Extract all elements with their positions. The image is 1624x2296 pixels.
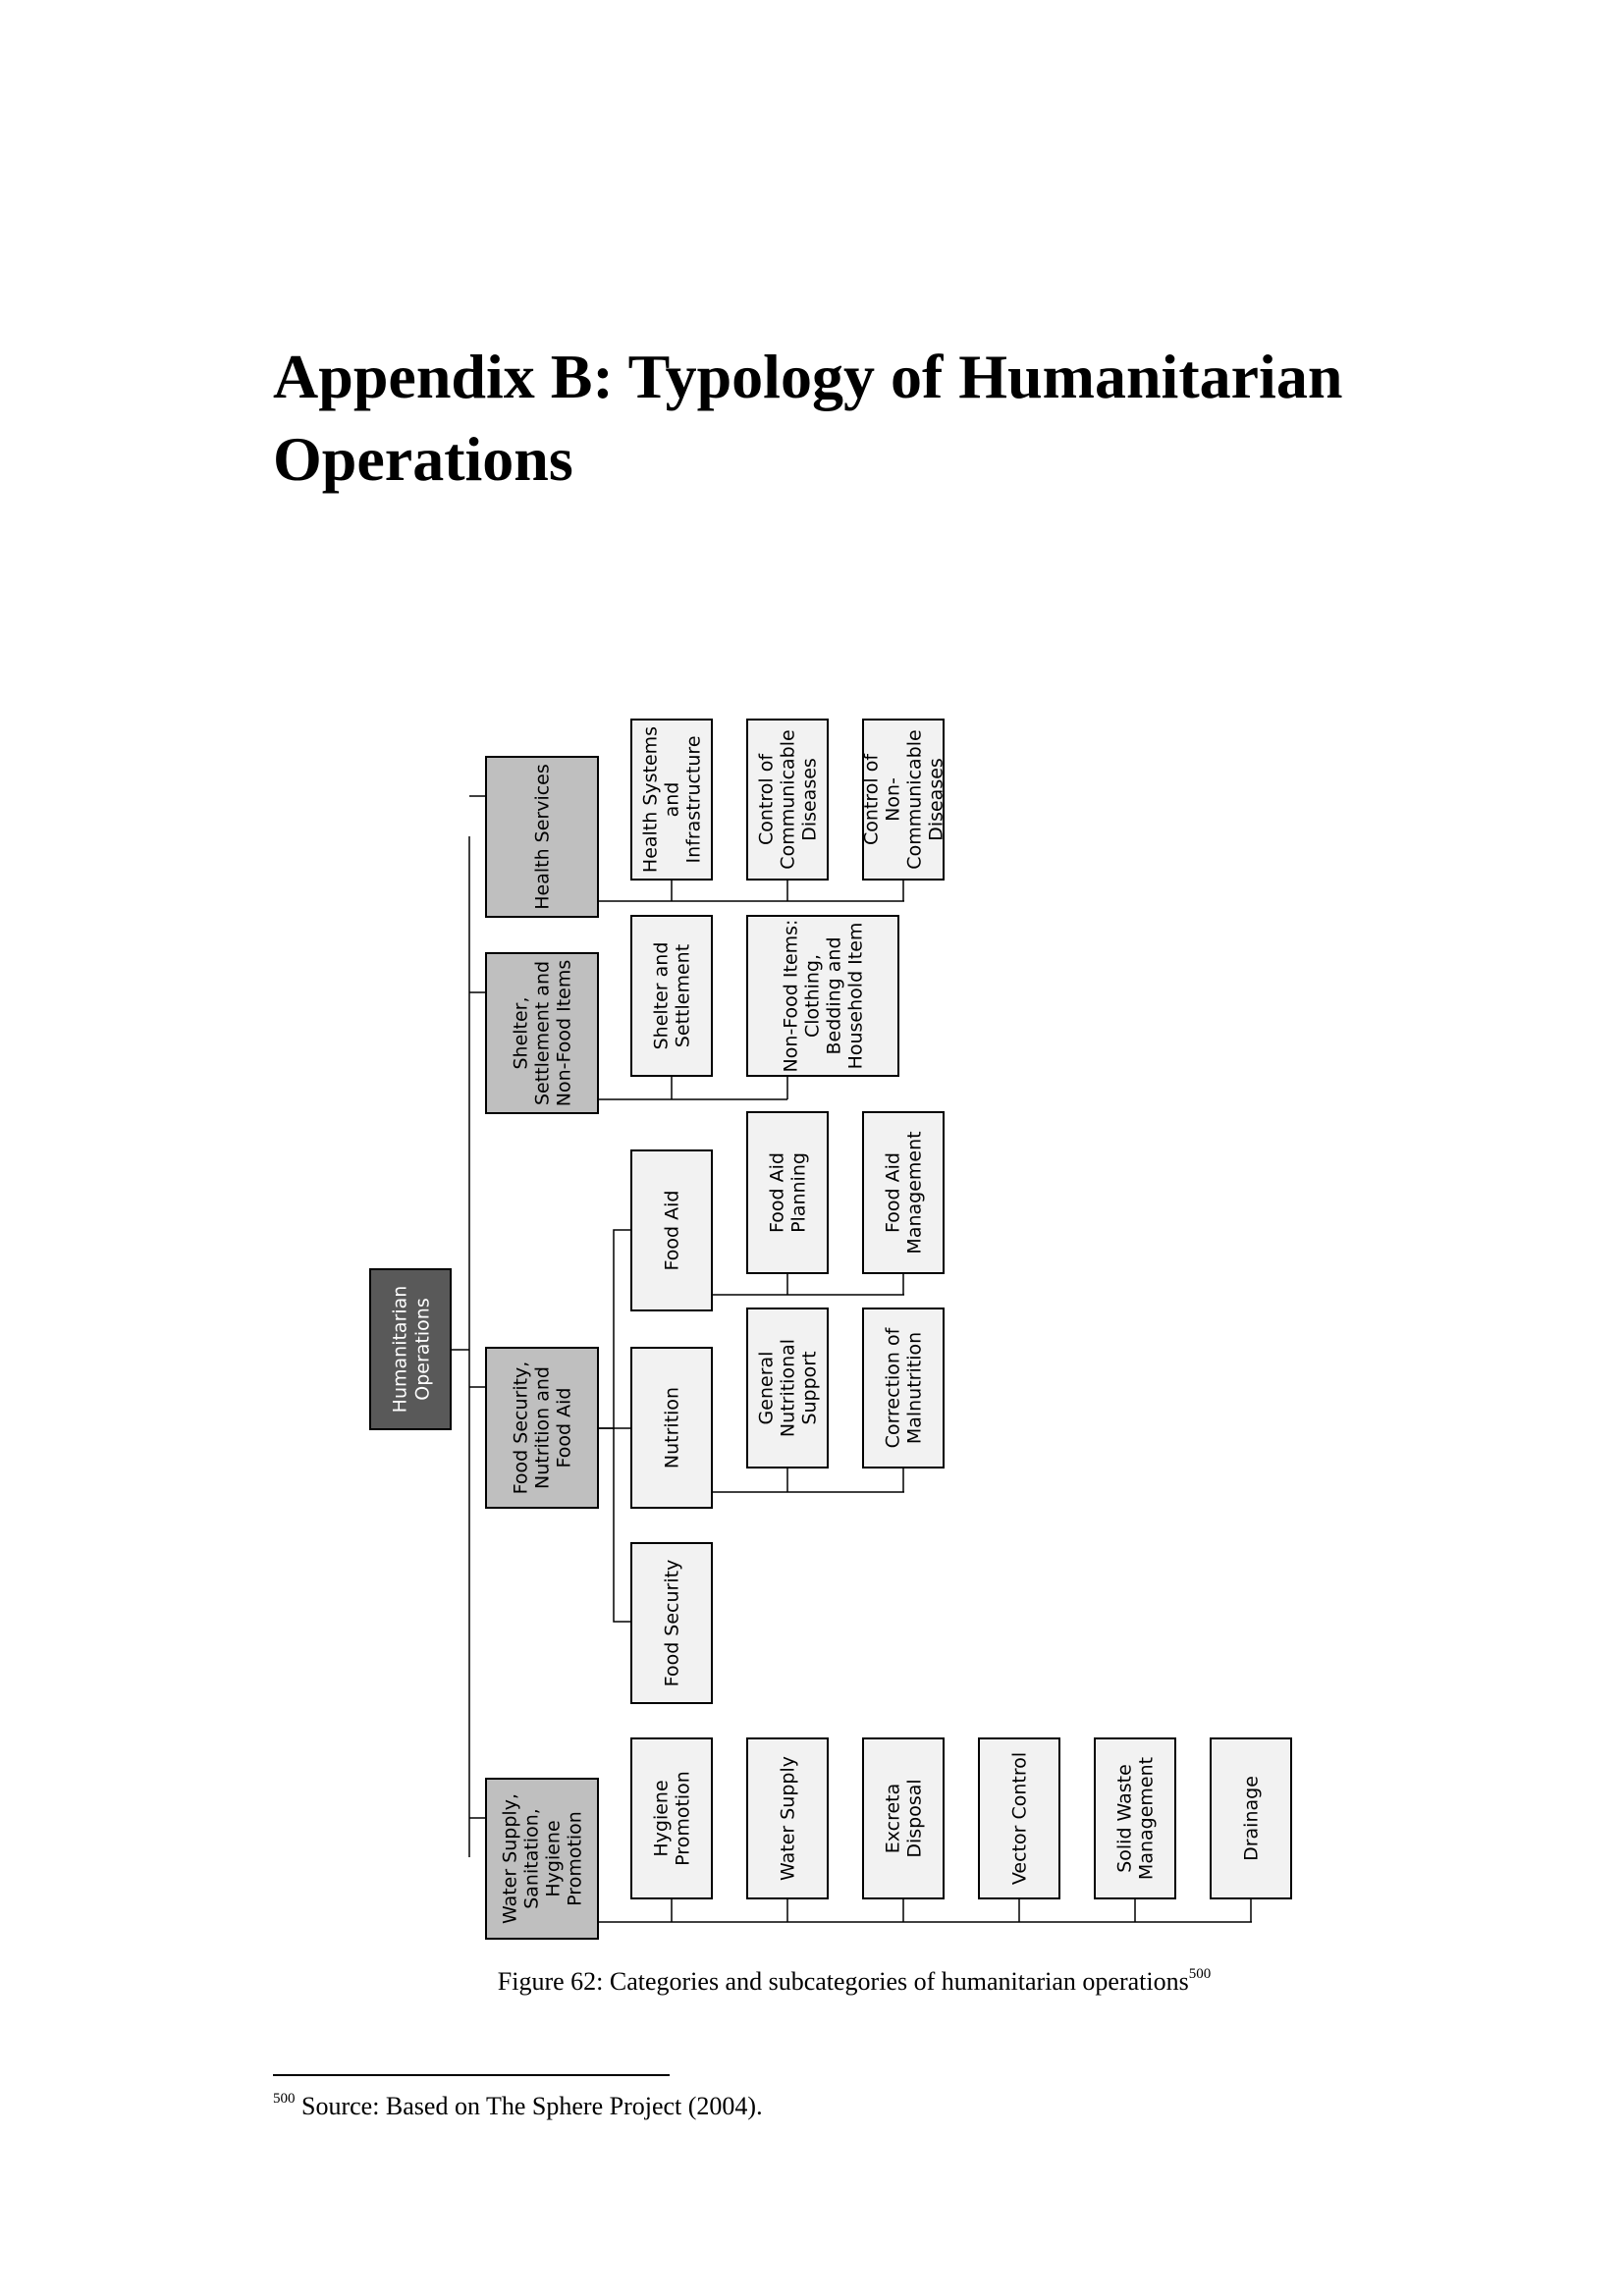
nutrition-item-node-1-label: GeneralNutritionalSupport bbox=[755, 1338, 821, 1438]
page-title: Appendix B: Typology of Humanitarian Operations bbox=[273, 342, 1343, 494]
food-sub-node-nutrition-label: Nutrition bbox=[661, 1386, 683, 1469]
water-sub-node-3 bbox=[863, 1738, 944, 1898]
footnote-number: 500 bbox=[273, 2091, 296, 2107]
food-sub-node-food-aid-label: Food Aid bbox=[661, 1190, 683, 1271]
water-sub-node-6 bbox=[1211, 1738, 1291, 1898]
water-sub-node-2 bbox=[747, 1738, 828, 1898]
footnote bbox=[273, 2092, 1353, 2121]
health-sub-node-3 bbox=[861, 720, 947, 880]
shelter-sub-node-1-label: Shelter andSettlement bbox=[650, 941, 694, 1050]
health-sub-node-2-label: Control ofCommunicableDiseases bbox=[755, 729, 821, 870]
water-sub-node-1 bbox=[631, 1738, 712, 1898]
category-node-4 bbox=[486, 757, 598, 917]
health-sub-node-1 bbox=[631, 720, 712, 880]
shelter-sub-node-1 bbox=[631, 916, 712, 1076]
food-sub-node-food-security-label: Food Security bbox=[661, 1559, 683, 1687]
health-sub-node-3-label: Control ofNon-CommunicableDiseases bbox=[860, 729, 947, 870]
nutrition-item-node-1 bbox=[747, 1308, 828, 1468]
shelter-sub-node-2 bbox=[747, 916, 898, 1076]
health-sub-node-2 bbox=[747, 720, 828, 880]
figure-caption-text: Figure 62: Categories and subcategories of humanitarian operations bbox=[497, 1967, 1189, 1996]
root-node-humanitarian-operations bbox=[370, 1269, 451, 1429]
category-node-2 bbox=[486, 1348, 598, 1508]
water-sub-node-5 bbox=[1095, 1738, 1175, 1898]
root-node-humanitarian-operations-label: HumanitarianOperations bbox=[389, 1285, 434, 1414]
water-sub-node-6-label: Drainage bbox=[1240, 1776, 1263, 1861]
water-sub-node-4 bbox=[979, 1738, 1059, 1898]
water-sub-node-1-label: HygienePromotion bbox=[650, 1771, 694, 1866]
shelter-sub-node-2-label: Non-Food Items:Clothing,Bedding andHousehold Item bbox=[780, 919, 867, 1073]
water-sub-node-4-label: Vector Control bbox=[1008, 1751, 1031, 1886]
category-node-4-label: Health Services bbox=[531, 764, 554, 910]
nutrition-item-node-2 bbox=[863, 1308, 944, 1468]
food-sub-node-food-aid bbox=[631, 1150, 712, 1310]
food-security-branch bbox=[614, 1428, 631, 1622]
food-aid-item-node-1-label: Food AidPlanning bbox=[766, 1152, 810, 1233]
nutrition-item-node-2-label: Correction ofMalnutrition bbox=[882, 1327, 926, 1449]
footnote-separator bbox=[273, 2074, 670, 2076]
food-sub-node-food-security bbox=[631, 1543, 712, 1703]
category-node-3 bbox=[486, 953, 598, 1113]
category-node-3-label: Shelter,Settlement andNon-Food Items bbox=[510, 959, 575, 1107]
water-sub-node-2-label: Water Supply bbox=[777, 1756, 799, 1881]
food-aid-item-node-2-label: Food AidManagement bbox=[882, 1131, 926, 1255]
caption-footnote-ref: 500 bbox=[1188, 1966, 1212, 1982]
food-aid-branch bbox=[598, 1230, 631, 1428]
diagram-nodes bbox=[370, 720, 1291, 1939]
health-sub-node-1-label: Health SystemsandInfrastructure bbox=[639, 725, 705, 874]
figure-caption bbox=[0, 1967, 1624, 1997]
food-aid-item-node-1 bbox=[747, 1112, 828, 1273]
category-node-1-label: Water Supply,Sanitation,HygienePromotion bbox=[499, 1793, 586, 1924]
footnote-text: Source: Based on The Sphere Project (2004). bbox=[295, 2092, 763, 2120]
water-sub-node-5-label: Solid WasteManagement bbox=[1113, 1756, 1158, 1881]
category-node-1 bbox=[486, 1779, 598, 1939]
water-sub-node-3-label: ExcretaDisposal bbox=[882, 1779, 926, 1858]
food-aid-item-node-2 bbox=[863, 1112, 944, 1273]
food-sub-node-nutrition bbox=[631, 1348, 712, 1508]
category-node-2-label: Food Security,Nutrition andFood Aid bbox=[510, 1361, 575, 1495]
